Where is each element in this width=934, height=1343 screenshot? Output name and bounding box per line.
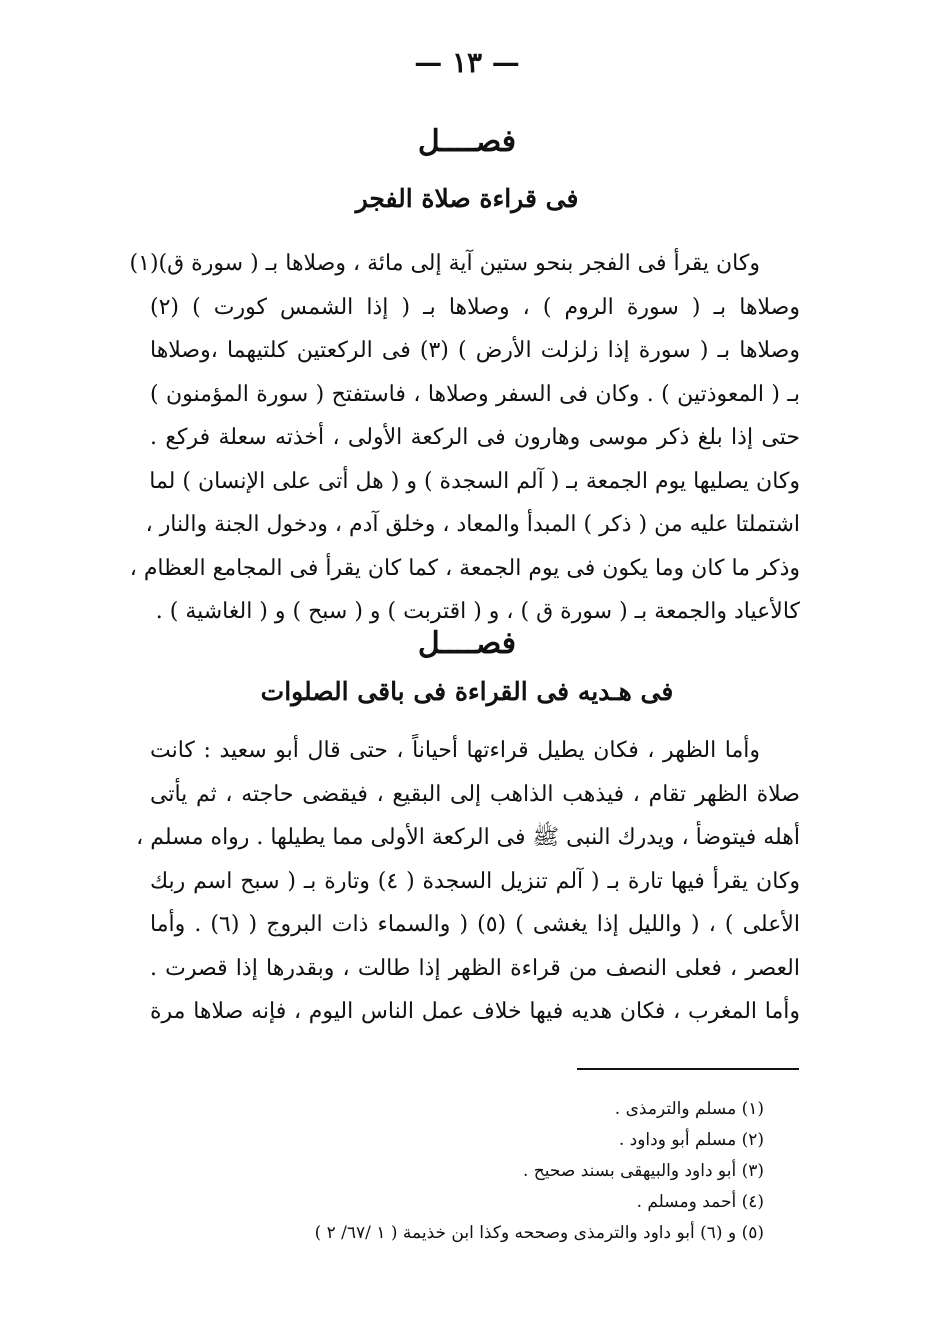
section-2-heading: فصــــل	[417, 626, 517, 661]
footnote: (١) مسلم والترمذى .	[614, 1099, 764, 1119]
paragraph-line: وكان يقرأ فى الفجر بنحو ستين آية إلى مائة ، وصلاها بـ ( سورة ق)(١)	[129, 251, 760, 276]
footnote: (٤) أحمد ومسلم .	[636, 1192, 764, 1212]
footnote-divider	[577, 1068, 799, 1070]
section-1-subheading: فى قراءة صلاة الفجر	[355, 184, 579, 213]
paragraph-line: وأما الظهر ، فكان يطيل قراءتها أحياناً ، حتى قال أبو سعيد : كانت	[150, 738, 760, 763]
paragraph-line: وصلاها بـ ( سورة الروم ) ، وصلاها بـ ( إذا الشمس كورت ) (٢)	[150, 294, 800, 320]
paragraph-line: وأما المغرب ، فكان هديه فيها خلاف عمل الناس اليوم ، فإنه صلاها مرة	[150, 999, 800, 1024]
paragraph-line: وكان يصليها يوم الجمعة بـ ( آلم السجدة ) و ( هل أتى على الإنسان ) لما	[149, 468, 800, 494]
paragraph-line: وصلاها بـ ( سورة إذا زلزلت الأرض ) (٣) فى الركعتين كلتيهما ،وصلاها	[150, 338, 800, 363]
page-number: — ١٣ —	[414, 46, 520, 79]
section-2-body	[136, 729, 800, 1034]
section-1-heading: فصــــل	[417, 124, 517, 159]
paragraph-line: وذكر ما كان وما يكون فى يوم الجمعة ، كما كان يقرأ فى المجامع العظام ،	[129, 555, 800, 581]
paragraph-line: الأعلى ) ، ( والليل إذا يغشى ) (٥) ( والسماء ذات البروج ( (٦) . وأما	[150, 912, 800, 937]
paragraph-line: وكان يقرأ فيها تارة بـ ( آلم تنزيل السجدة ( ٤) وتارة بـ ( سبح اسم ربك	[150, 868, 800, 894]
paragraph-line: بـ ( المعوذتين ) . وكان فى السفر وصلاها ، فاستفتح ( سورة المؤمنون )	[150, 381, 800, 407]
footnote: (٢) مسلم أبو وداود .	[618, 1130, 764, 1150]
paragraph-line: اشتملتا عليه من ( ذكر ) المبدأ والمعاد ، وخلق آدم ، ودخول الجنة والنار ،	[145, 512, 800, 537]
footnote: (٥) و (٦) أبو داود والترمذى وصححه وكذا ابن خذيمة ( ١ /٦٧/ ٢ )	[314, 1223, 764, 1243]
paragraph-line: العصر ، فعلى النصف من قراءة الظهر إذا طالت ، وبقدرها إذا قصرت .	[150, 955, 800, 981]
paragraph-line: حتى إذا بلغ ذكر موسى وهارون فى الركعة الأولى ، أخذته سعلة فركع .	[150, 425, 800, 450]
footnote: (٣) أبو داود والبيهقى بسند صحيح .	[523, 1161, 764, 1181]
footnotes	[315, 1094, 764, 1249]
paragraph-line: أهله فيتوضأ ، ويدرك النبى ﷺ فى الركعة الأولى مما يطيلها . رواه مسلم ،	[136, 825, 800, 850]
paragraph-line: كالأعياد والجمعة بـ ( سورة ق ) ، و ( اقتربت ) و ( سبح ) و ( الغاشية ) .	[155, 599, 800, 624]
paragraph-line: صلاة الظهر تقام ، فيذهب الذاهب إلى البقيع ، فيقضى حاجته ، ثم يأتى	[150, 781, 800, 807]
section-1-body	[129, 242, 800, 634]
section-2-subheading: فى هـديه فى القراءة فى باقى الصلوات	[260, 677, 674, 706]
